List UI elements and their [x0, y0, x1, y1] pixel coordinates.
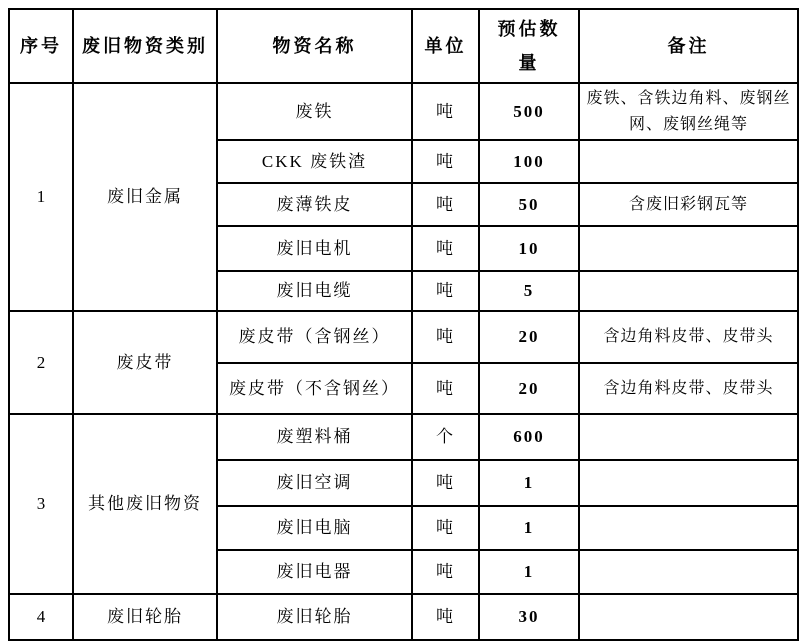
cell-remark: 含边角料皮带、皮带头 — [579, 363, 798, 414]
cell-unit: 吨 — [412, 183, 479, 226]
cell-remark — [579, 414, 798, 460]
cell-estimated-quantity: 600 — [479, 414, 579, 460]
header-estimated-quantity: 预估数量 — [479, 9, 579, 83]
cell-remark — [579, 271, 798, 311]
cell-serial-number: 1 — [9, 83, 73, 311]
cell-material-name: 废薄铁皮 — [217, 183, 412, 226]
cell-category: 其他废旧物资 — [73, 414, 217, 594]
header-unit: 单位 — [412, 9, 479, 83]
cell-material-name: 废旧电脑 — [217, 506, 412, 550]
table-row — [9, 83, 798, 140]
cell-unit: 吨 — [412, 460, 479, 506]
cell-material-name: 废旧电机 — [217, 226, 412, 271]
cell-unit: 吨 — [412, 363, 479, 414]
table-row — [9, 594, 798, 640]
cell-remark — [579, 226, 798, 271]
cell-material-name: CKK 废铁渣 — [217, 140, 412, 183]
cell-category: 废旧金属 — [73, 83, 217, 311]
cell-estimated-quantity: 5 — [479, 271, 579, 311]
cell-unit: 吨 — [412, 594, 479, 640]
cell-unit: 吨 — [412, 83, 479, 140]
cell-serial-number: 4 — [9, 594, 73, 640]
cell-remark: 含边角料皮带、皮带头 — [579, 311, 798, 363]
cell-remark — [579, 506, 798, 550]
cell-serial-number: 3 — [9, 414, 73, 594]
cell-material-name: 废旧空调 — [217, 460, 412, 506]
cell-unit: 吨 — [412, 140, 479, 183]
cell-remark — [579, 550, 798, 594]
cell-material-name: 废旧电器 — [217, 550, 412, 594]
cell-remark — [579, 460, 798, 506]
cell-material-name: 废铁 — [217, 83, 412, 140]
header-serial-number: 序号 — [9, 9, 73, 83]
cell-estimated-quantity: 100 — [479, 140, 579, 183]
cell-estimated-quantity: 50 — [479, 183, 579, 226]
table-row — [9, 311, 798, 363]
cell-material-name: 废皮带（含钢丝） — [217, 311, 412, 363]
cell-remark: 含废旧彩钢瓦等 — [579, 183, 798, 226]
cell-estimated-quantity: 500 — [479, 83, 579, 140]
cell-remark — [579, 594, 798, 640]
header-material-name: 物资名称 — [217, 9, 412, 83]
cell-estimated-quantity: 20 — [479, 363, 579, 414]
cell-serial-number: 2 — [9, 311, 73, 414]
cell-material-name: 废塑料桶 — [217, 414, 412, 460]
cell-unit: 吨 — [412, 311, 479, 363]
cell-unit: 吨 — [412, 271, 479, 311]
cell-material-name: 废皮带（不含钢丝） — [217, 363, 412, 414]
table-row — [9, 414, 798, 460]
cell-estimated-quantity: 1 — [479, 460, 579, 506]
cell-remark — [579, 140, 798, 183]
cell-estimated-quantity: 1 — [479, 506, 579, 550]
header-category: 废旧物资类别 — [73, 9, 217, 83]
cell-estimated-quantity: 10 — [479, 226, 579, 271]
cell-unit: 吨 — [412, 226, 479, 271]
cell-unit: 个 — [412, 414, 479, 460]
table-header-row — [9, 9, 798, 83]
cell-material-name: 废旧轮胎 — [217, 594, 412, 640]
cell-estimated-quantity: 1 — [479, 550, 579, 594]
header-remark: 备注 — [579, 9, 798, 83]
cell-estimated-quantity: 20 — [479, 311, 579, 363]
waste-materials-table — [8, 8, 799, 641]
cell-category: 废皮带 — [73, 311, 217, 414]
cell-material-name: 废旧电缆 — [217, 271, 412, 311]
cell-unit: 吨 — [412, 506, 479, 550]
cell-category: 废旧轮胎 — [73, 594, 217, 640]
cell-remark: 废铁、含铁边角料、废钢丝网、废钢丝绳等 — [579, 83, 798, 140]
cell-unit: 吨 — [412, 550, 479, 594]
cell-estimated-quantity: 30 — [479, 594, 579, 640]
